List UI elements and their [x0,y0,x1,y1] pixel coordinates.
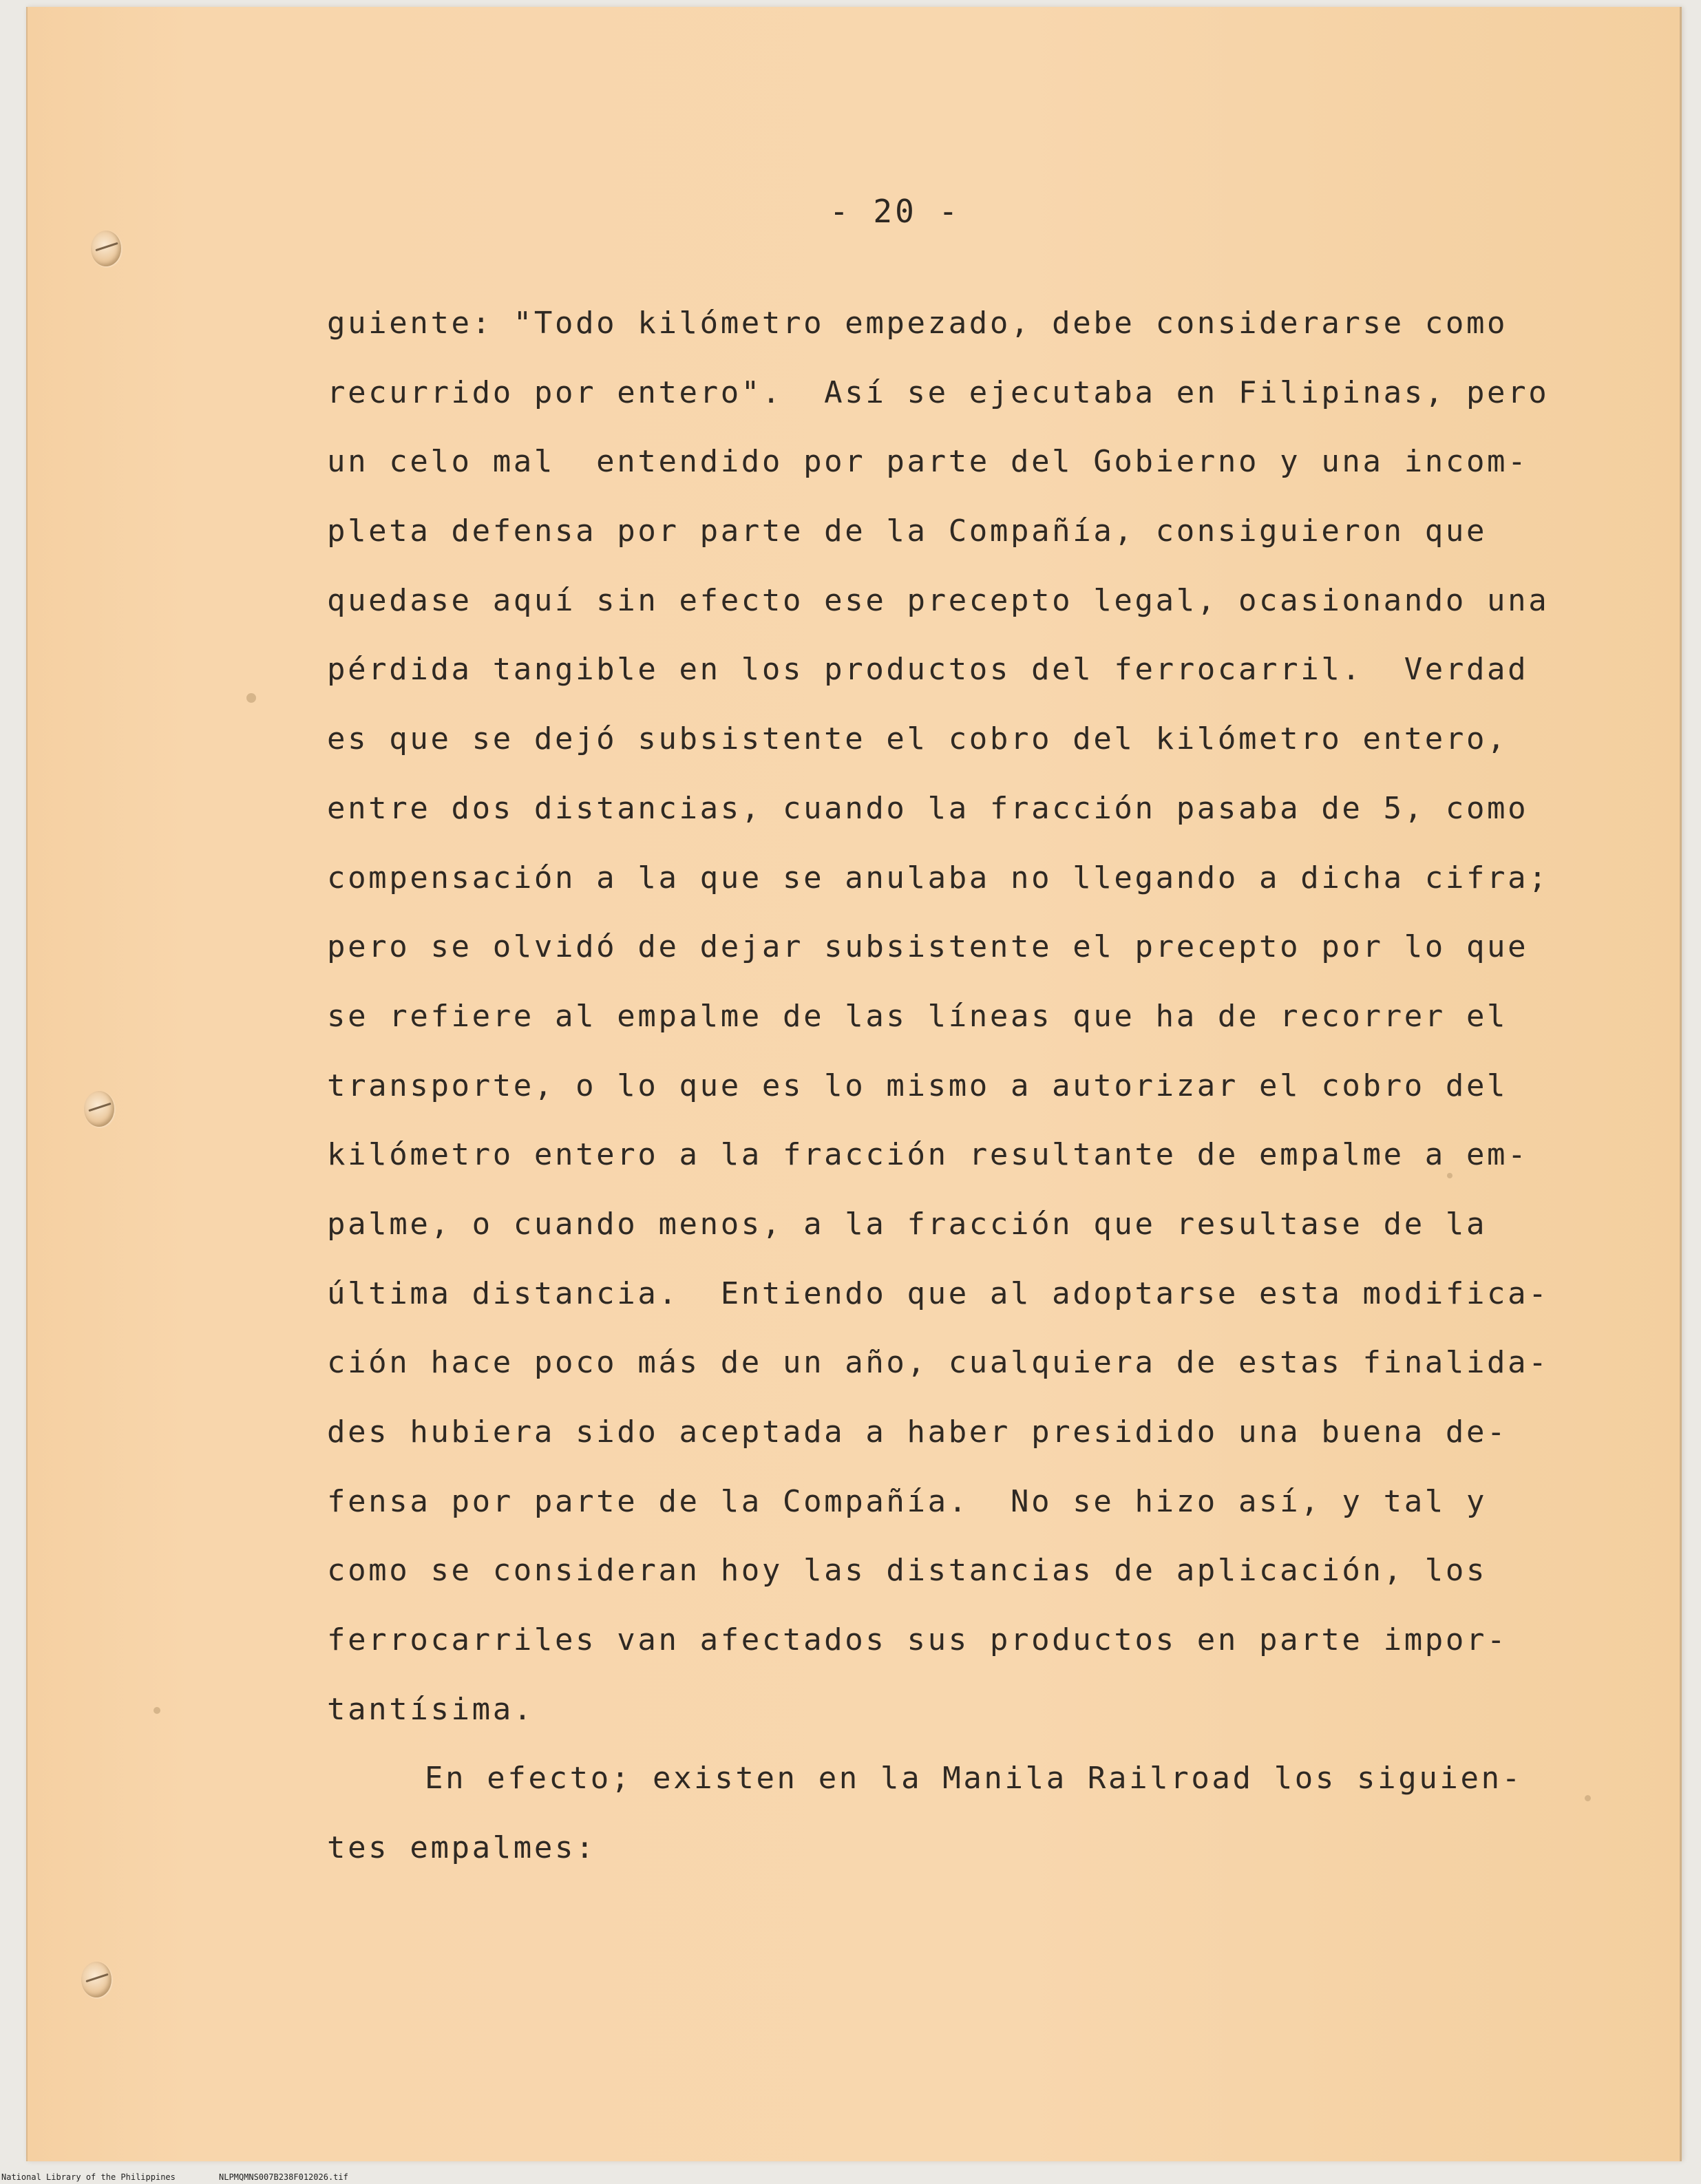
paper-speck [246,693,256,703]
text-line: ferrocarriles van afectados sus productos en parte impor- [327,1622,1508,1658]
paragraph-first-line: En efecto; existen en la Manila Railroad los siguien- [425,1761,1523,1796]
text-line: compensación a la que se anulaba no llegando a dicha cifra; [327,860,1550,895]
text-line: pérdida tangible en los productos del ferrocarril. Verdad [327,652,1529,688]
punch-hole-bottom [81,1962,112,1997]
page-number: - 20 - [830,193,961,230]
punch-hole-middle [84,1091,114,1127]
text-line: tes empalmes: [327,1830,597,1866]
text-line: transporte, o lo que es lo mismo a autorizar el cobro del [327,1068,1508,1103]
scan-filename: NLPMQMNS007B238F012026.tif [219,2172,348,2182]
paper-speck [154,1707,160,1714]
text-line: quedase aquí sin efecto ese precepto legal, ocasionando una [327,582,1550,618]
scan-footer [0,2170,1701,2184]
text-line: kilómetro entero a la fracción resultante de empalme a em- [327,1137,1529,1173]
text-line: se refiere al empalme de las líneas que ha de recorrer el [327,998,1508,1034]
punch-hole-top [91,231,121,266]
text-line: des hubiera sido aceptada a haber presidido una buena de- [327,1414,1508,1450]
text-line: recurrido por entero". Así se ejecutaba en Filipinas, pero [327,374,1550,410]
text-line: palme, o cuando menos, a la fracción que resultase de la [327,1206,1488,1242]
text-line: última distancia. Entiendo que al adoptarse esta modifica- [327,1275,1550,1311]
text-line: ción hace poco más de un año, cualquiera de estas finalida- [327,1345,1550,1381]
text-line: entre dos distancias, cuando la fracción pasaba de 5, como [327,790,1529,826]
text-line: como se consideran hoy las distancias de aplicación, los [327,1553,1488,1589]
text-line: guiente: "Todo kilómetro empezado, debe considerarse como [327,306,1508,341]
text-line: un celo mal entendido por parte del Gobierno y una incom- [327,444,1529,480]
body-text [327,289,1580,1883]
text-line: tantísima. [327,1691,534,1727]
text-line: fensa por parte de la Compañía. No se hizo así, y tal y [327,1483,1488,1519]
text-line: pleta defensa por parte de la Compañía, consiguieron que [327,513,1488,549]
text-line: es que se dejó subsistente el cobro del kilómetro entero, [327,721,1508,757]
paper-speck [1585,1795,1591,1801]
library-credit: National Library of the Philippines [1,2172,176,2182]
text-line: pero se olvidó de dejar subsistente el precepto por lo que [327,929,1529,965]
